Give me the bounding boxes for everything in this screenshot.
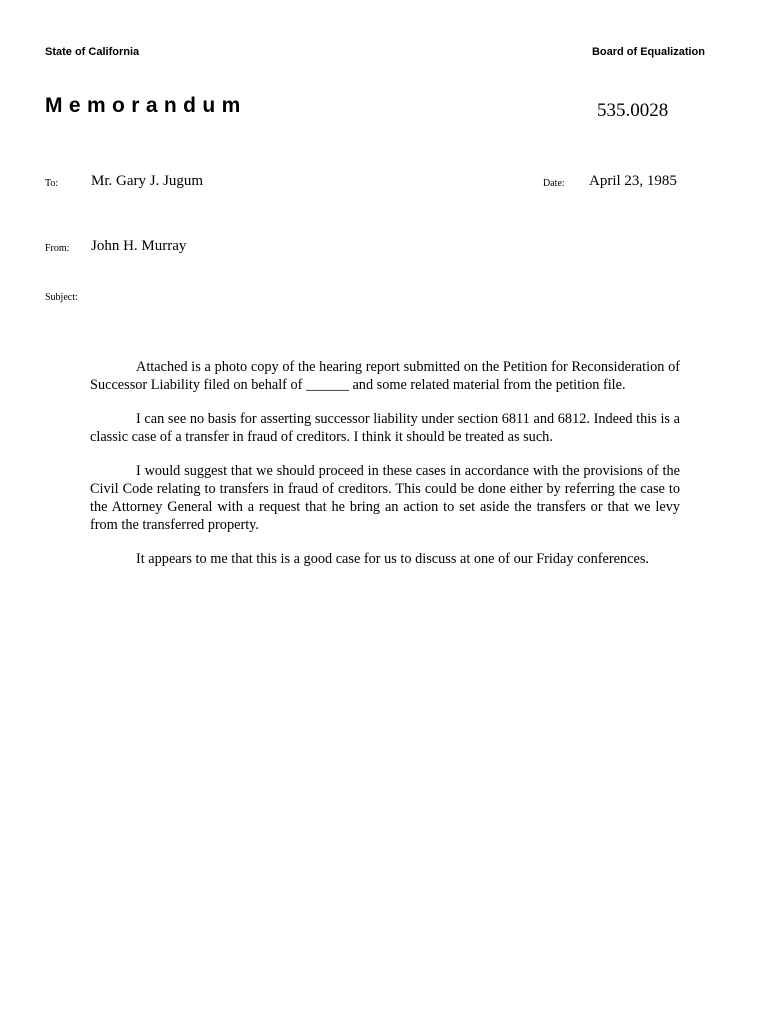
from-label: From:: [45, 243, 70, 254]
agency-name: State of California: [45, 46, 140, 58]
date-label: Date:: [543, 178, 565, 189]
memo-title: Memorandum: [45, 94, 247, 117]
to-label: To:: [45, 178, 59, 189]
memo-body: [90, 358, 680, 584]
body-paragraph: Attached is a photo copy of the hearing report submitted on the Petition for Reconsideration of Successor Liability filed on behalf of ______ and some related material from the petition file.: [90, 359, 680, 393]
board-name: Board of Equalization: [591, 46, 705, 58]
body-paragraph: I would suggest that we should proceed in these cases in accordance with the provisions of the Civil Code relating to transfers in fraud of creditors. This could be done either by referring the case to the Attorney General with a request that he bring an action to set aside the transfers or that we levy from the transferred property.: [90, 463, 680, 533]
date-value: April 23, 1985: [589, 173, 677, 189]
body-paragraph: I can see no basis for asserting successor liability under section 6811 and 6812. Indeed this is a classic case of a transfer in fraud of creditors. I think it should be treated as such.: [90, 411, 680, 445]
file-number: 535.0028: [597, 100, 669, 121]
to-value: Mr. Gary J. Jugum: [91, 173, 204, 189]
body-paragraph: It appears to me that this is a good case for us to discuss at one of our Friday conferences.: [136, 551, 649, 567]
from-value: John H. Murray: [91, 238, 187, 254]
subject-label: Subject:: [45, 292, 78, 303]
